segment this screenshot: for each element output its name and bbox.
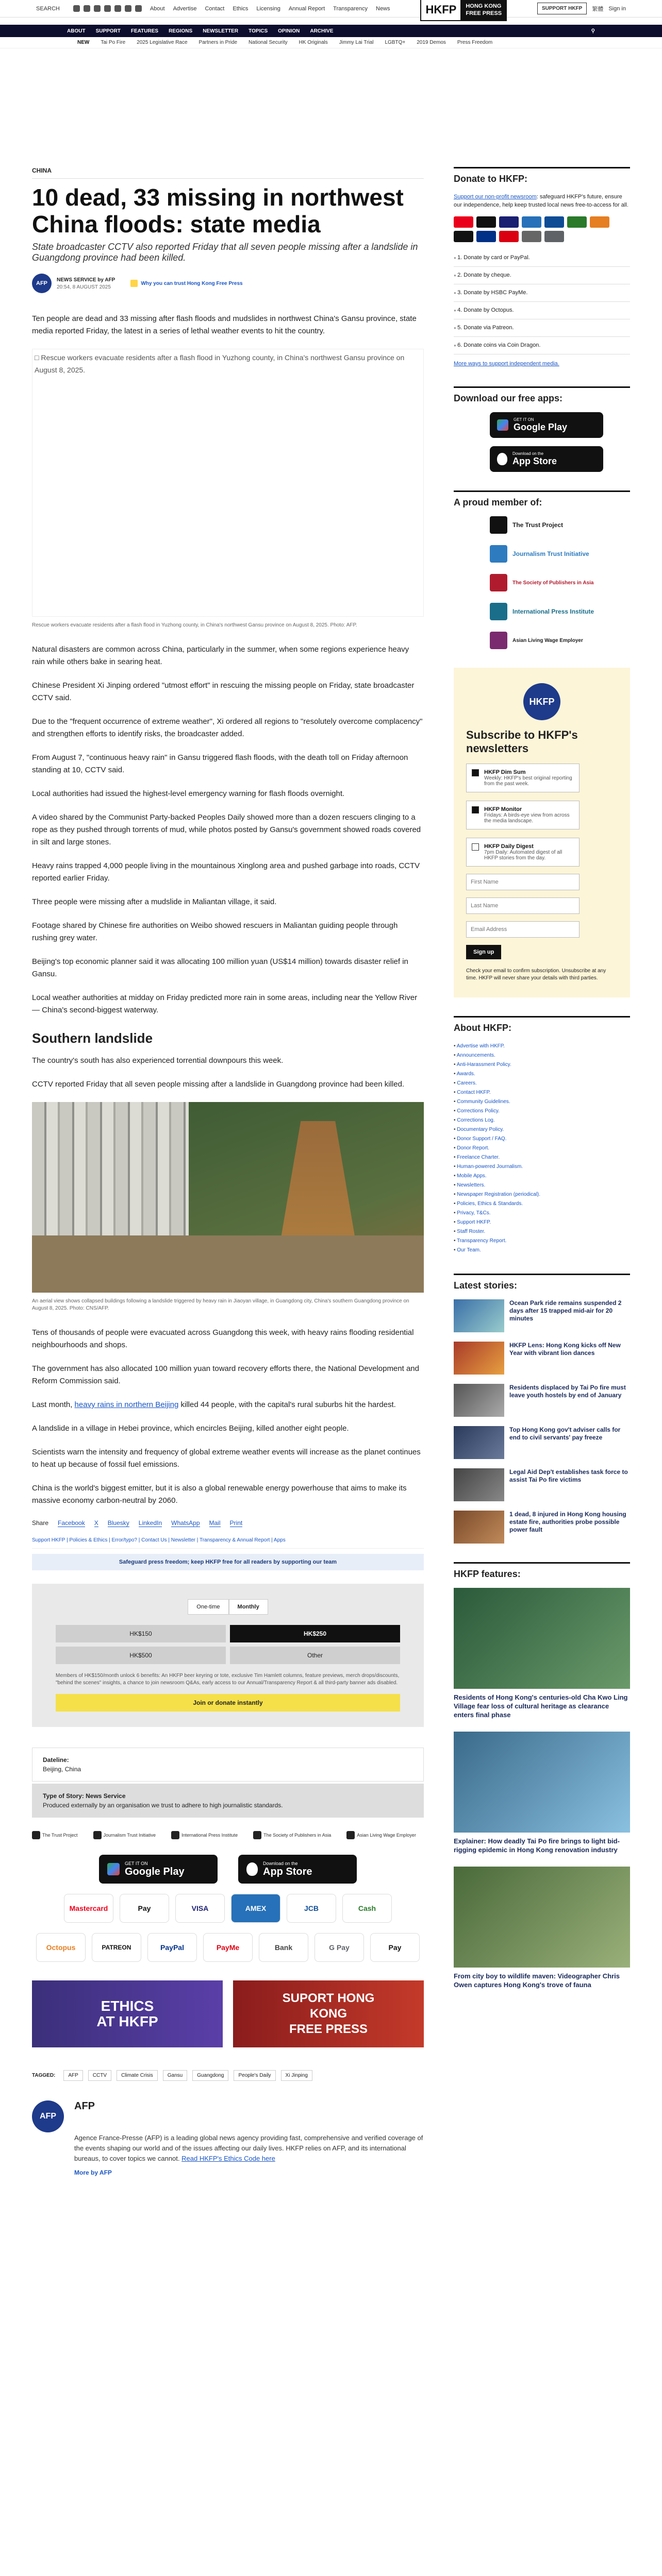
tag[interactable]: Guangdong — [192, 2070, 228, 2081]
payment-method-logo[interactable]: Bank — [259, 1933, 308, 1962]
about-link[interactable]: • Our Team. — [454, 1246, 630, 1255]
nav-newsletter[interactable]: NEWSLETTER — [203, 28, 239, 34]
about-link[interactable]: • Awards. — [454, 1070, 630, 1079]
topbar-link-contact[interactable]: Contact — [205, 5, 225, 12]
app-store-badge[interactable]: Download on the App Store — [238, 1855, 357, 1884]
payment-method-logo[interactable]: Pay — [370, 1933, 420, 1962]
payment-method-logo[interactable]: AMEX — [231, 1894, 280, 1923]
freq-one-time[interactable]: One-time — [188, 1599, 228, 1615]
newsletter-option-monitor[interactable]: HKFP Monitor Fridays: A birds-eye view from across the media landscape. — [466, 801, 580, 829]
about-link[interactable]: • Advertise with HKFP. — [454, 1042, 630, 1051]
figure-1-image: □ Rescue workers evacuate residents after a flash flood in Yuzhong county, in China's northwest Gansu province on August 8, 2025. — [32, 349, 424, 617]
newsletter-option-dim-sum[interactable]: HKFP Dim Sum Weekly: HKFP's best original reporting from the past week. — [466, 764, 580, 792]
article-paragraph: The government has also allocated 100 million yuan toward recovery efforts there, the National Development and Reform Commission said. — [32, 1364, 419, 1385]
figure-2-image — [32, 1102, 424, 1293]
about-link[interactable]: • Newsletters. — [454, 1181, 630, 1190]
latest-story[interactable]: 1 dead, 8 injured in Hong Kong housing estate fire, authorities probe possible power fault — [454, 1511, 630, 1544]
ticker-item[interactable]: National Security — [249, 40, 288, 45]
payment-method-logo[interactable]: PayMe — [203, 1933, 253, 1962]
social-icons — [73, 5, 142, 12]
feature-story[interactable]: Residents of Hong Kong's centuries-old Cha Kwo Ling Village fear loss of cultural heritage as clearance enters final phase — [454, 1588, 630, 1719]
nav-opinion[interactable]: OPINION — [278, 28, 300, 34]
topbar-link-licensing[interactable]: Licensing — [256, 5, 280, 12]
article-date: 20:54, 8 AUGUST 2025 — [57, 284, 111, 290]
sign-in-link[interactable]: Sign in — [608, 5, 626, 12]
freq-monthly[interactable]: Monthly — [229, 1599, 268, 1615]
article-paragraph: Chinese President Xi Jinping ordered "utmost effort" in rescuing the missing people on Friday, state broadcaster CCTV said. — [32, 681, 415, 702]
feature-story[interactable]: Explainer: How deadly Tai Po fire brings to light bid-rigging epidemic in Hong Kong renovation industry — [454, 1732, 630, 1854]
author-box — [32, 2100, 424, 2176]
ticker-item[interactable]: HK Originals — [299, 40, 328, 45]
story-type-box: Type of Story: News Service Produced externally by an organisation we trust to adhere to high journalistic standards. — [32, 1784, 424, 1818]
instagram-icon[interactable] — [94, 5, 101, 12]
share-linkedin[interactable]: LinkedIn — [138, 1519, 162, 1527]
apple-icon — [246, 1862, 258, 1876]
article-paragraph: Heavy rains trapped 4,000 people living in the mountainous Xinglong area and pushed garbage into roads, CCTV reported earlier Friday. — [32, 861, 420, 883]
topbar-link-advertise[interactable]: Advertise — [173, 5, 197, 12]
partner-logo[interactable]: Asian Living Wage Employer — [346, 1831, 416, 1839]
article-subtitle: State broadcaster CCTV also reported Friday that all seven people missing after a landslide in Guangdong province had been killed. — [32, 242, 418, 263]
inline-link[interactable]: heavy rains in northern Beijing — [74, 1400, 179, 1409]
support-hkfp-button[interactable]: SUPPORT HKFP — [537, 3, 587, 14]
article-paragraph: A video shared by the Communist Party-backed Peoples Daily showed more than a dozen rescuers clinging to a rope as they pushed through torrents of mud, while photos posted by Gansu's government showed roads covered in silt and large stones. — [32, 813, 421, 846]
share-facebook[interactable]: Facebook — [58, 1519, 85, 1527]
article-paragraph: Last month, heavy rains in northern Beijing killed 44 people, with the capital's rural suburbs hit the hardest. — [32, 1400, 396, 1409]
last-name-input[interactable] — [466, 897, 580, 914]
facebook-icon[interactable] — [73, 5, 80, 12]
search-link[interactable]: SEARCH — [36, 5, 60, 12]
article-paragraph: Natural disasters are common across China, particularly in the summer, when some regions experience heavy rain while others bake in searing heat. — [32, 645, 409, 666]
ethics-code-link[interactable]: Read HKFP's Ethics Code here — [181, 2155, 275, 2162]
main-nav — [0, 25, 662, 37]
article-tags: TAGGED: AFP CCTV Climate Crisis Gansu Guangdong People's Daily Xi Jinping — [32, 2070, 424, 2081]
about-link[interactable]: • Donor Report. — [454, 1144, 630, 1153]
nav-archive[interactable]: ARCHIVE — [310, 28, 334, 34]
topbar-link-about[interactable]: About — [150, 5, 165, 12]
nav-regions[interactable]: REGIONS — [169, 28, 193, 34]
payment-method-logo[interactable]: PATREON — [92, 1933, 141, 1962]
donate-option[interactable]: ● 2. Donate by cheque. — [454, 267, 630, 284]
latest-story[interactable]: Top Hong Kong gov't adviser calls for end to civil servants' pay freeze — [454, 1426, 630, 1459]
safeguard-banner[interactable]: Safeguard press freedom; keep HKFP free for all readers by supporting our team — [32, 1554, 424, 1570]
share-bluesky[interactable]: Bluesky — [107, 1519, 129, 1527]
byline — [32, 274, 424, 293]
byline-author[interactable]: NEWS SERVICE by AFP — [57, 277, 115, 283]
language-switch[interactable]: 繁體 — [592, 6, 604, 12]
sidebar — [454, 167, 630, 2176]
ticker-item[interactable]: Jimmy Lai Trial — [339, 40, 374, 45]
support-newsroom-link[interactable]: Support our non-profit newsroom — [454, 194, 537, 200]
donate-widget — [32, 1584, 424, 1727]
google-play-icon — [107, 1863, 120, 1875]
more-ways-link[interactable]: More ways to support independent media. — [454, 361, 559, 367]
newsletter-signup-button[interactable]: Sign up — [466, 945, 501, 959]
membership-panel: A proud member of: The Trust Project Journalism Trust Initiative The Society of Publishers in Asia International Press Institute Asian Living Wage Employer — [454, 490, 630, 649]
topbar-link-ethics[interactable]: Ethics — [233, 5, 249, 12]
donate-option[interactable]: ● 3. Donate by HSBC PayMe. — [454, 284, 630, 302]
x-icon[interactable] — [84, 5, 90, 12]
topbar-link-news[interactable]: News — [376, 5, 390, 12]
ticker-item[interactable]: 2025 Legislative Race — [137, 40, 188, 45]
figure-2-caption: An aerial view shows collapsed buildings following a landslide triggered by heavy rain in Jiaoyan village, in Guangdong city, China's southern Guangdong province on August 8, 2025. Photo: CNS/AFP. — [32, 1298, 409, 1311]
join-donate-button[interactable]: Join or donate instantly — [56, 1694, 400, 1711]
amount-option[interactable]: HK$500 — [56, 1647, 226, 1664]
payment-method-logo[interactable]: VISA — [175, 1894, 225, 1923]
article-paragraph: From August 7, "continuous heavy rain" in Gansu triggered flash floods, with the death toll on Friday afternoon standing at 10, CCTV said. — [32, 753, 408, 774]
telegram-icon[interactable] — [135, 5, 142, 12]
share-mail[interactable]: Mail — [209, 1519, 221, 1527]
sidebar-app-store-badge[interactable]: Download on the App Store — [490, 446, 603, 472]
tag[interactable]: CCTV — [88, 2070, 111, 2081]
article-paragraph: Three people were missing after a mudslide in Maliantan village, it said. — [32, 897, 277, 906]
member-logo[interactable]: The Society of Publishers in Asia — [490, 574, 630, 591]
article-paragraph: Footage shared by Chinese fire authorities on Weibo showed rescuers in Maliantan guiding people through rushing grey water. — [32, 921, 398, 942]
newsletter-option-daily-digest[interactable]: HKFP Daily Digest 7pm Daily: Automated digest of all HKFP stories from the day. — [466, 838, 580, 867]
tag[interactable]: People's Daily — [234, 2070, 275, 2081]
article-paragraph: Beijing's top economic planner said it was allocating 100 million yuan (US$14 million) towards disaster relief in Gansu. — [32, 957, 408, 978]
latest-stories-panel: Latest stories: Ocean Park ride remains suspended 2 days after 15 trapped mid-air for 20 minutes HKFP Lens: Hong Kong kicks off New Year with vibrant lion dances Residents displaced by Tai Po fire must leave youth hostels by end of January Top Hong Kong gov't adviser calls for end to civil servants' pay freeze Legal Aid Dep't establishes task force to assist Tai Po fire victims 1 dead, 8 injured in Hong Kong housing estate fire, authorities probe possible power fault — [454, 1274, 630, 1544]
article-category[interactable]: CHINA — [32, 167, 424, 179]
amount-option[interactable]: HK$150 — [56, 1625, 226, 1642]
article-paragraph: China is the world's biggest emitter, but it is also a global renewable energy powerhouse that aims to make its massive economy carbon-neutral by 2060. — [32, 1484, 407, 1505]
article-paragraph: CCTV reported Friday that all seven people missing after a landslide in Guangdong province had been killed. — [32, 1080, 405, 1089]
features-panel: HKFP features: Residents of Hong Kong's centuries-old Cha Kwo Ling Village fear loss of cultural heritage as clearance enters final phase Explainer: How deadly Tai Po fire brings to light bid-rigging epidemic in Hong Kong renovation industry From city boy to wildlife maven: Videographer Chris Owen captures Hong Kong's trove of fauna — [454, 1562, 630, 1989]
figure-1-caption: Rescue workers evacuate residents after a flash flood in Yuzhong county, in China's northwest Gansu province on August 8, 2025. Photo: AFP. — [32, 622, 357, 628]
about-link[interactable]: • Corrections Log. — [454, 1116, 630, 1125]
ticker-new-label: NEW — [77, 40, 90, 45]
article-paragraph: Ten people are dead and 33 missing after flash floods and mudslides in northwest China's Gansu province, state media reported Friday, the latest in a series of lethal weather events to hit the country. — [32, 314, 417, 335]
about-link[interactable]: • Support HKFP. — [454, 1218, 630, 1227]
top-bar — [0, 0, 662, 18]
partner-logos — [32, 1831, 424, 1839]
site-logo[interactable]: HKFP HONG KONG FREE PRESS — [420, 0, 507, 21]
nav-topics[interactable]: TOPICS — [249, 28, 268, 34]
article-paragraph: Tens of thousands of people were evacuated across Guangdong this week, with heavy rains flooding residential neighbourhoods and shops. — [32, 1328, 414, 1349]
nav-support[interactable]: SUPPORT — [95, 28, 121, 34]
trending-ticker — [0, 37, 662, 48]
newsletter-logo: HKFP — [523, 683, 560, 720]
about-link[interactable]: • Transparency Report. — [454, 1236, 630, 1246]
ethics-promo-banner[interactable]: ETHICS AT HKFP — [32, 1980, 223, 2047]
donate-option[interactable]: ● 6. Donate coins via Coin Dragon. — [454, 337, 630, 354]
member-logo[interactable]: Journalism Trust Initiative — [490, 545, 630, 563]
section-heading: Southern landslide — [32, 1030, 153, 1046]
share-label: Share — [32, 1519, 49, 1527]
about-link[interactable]: • Documentary Policy. — [454, 1125, 630, 1134]
share-print[interactable]: Print — [229, 1519, 243, 1527]
google-play-badge[interactable]: GET IT ON Google Play — [99, 1855, 218, 1884]
about-link[interactable]: • Corrections Policy. — [454, 1107, 630, 1116]
payment-method-logo[interactable]: Pay — [120, 1894, 169, 1923]
trust-link[interactable]: Why you can trust Hong Kong Free Press — [130, 280, 242, 287]
member-logo[interactable]: Asian Living Wage Employer — [490, 632, 630, 649]
latest-story[interactable]: Residents displaced by Tai Po fire must leave youth hostels by end of January — [454, 1384, 630, 1417]
article-paragraph: Local authorities had issued the highest-level emergency warning for flash floods overnight. — [32, 789, 345, 798]
member-benefits-note: Members of HK$150/month unlock 6 benefits: An HKFP beer keyring or tote, exclusive Tim Hamlett columns, feature previews, merch drops/discounts, "behind the scenes" insights, a chance to join newsroom Q&As, early access to our Annual/Transparency Report & all third-party banner ads disabled. — [56, 1673, 400, 1686]
partner-logo[interactable]: Journalism Trust Initiative — [93, 1831, 156, 1839]
about-link[interactable]: • Contact HKFP. — [454, 1088, 630, 1097]
about-link[interactable]: • Anti-Harassment Policy. — [454, 1060, 630, 1070]
article-paragraph: The country's south has also experienced torrential downpours this week. — [32, 1056, 284, 1065]
payment-method-logo[interactable]: JCB — [287, 1894, 336, 1923]
tag[interactable]: Xi Jinping — [281, 2070, 312, 2081]
ticker-item[interactable]: Tai Po Fire — [101, 40, 126, 45]
nav-about[interactable]: ABOUT — [67, 28, 86, 34]
trust-icon — [130, 280, 138, 287]
ticker-item[interactable]: 2019 Demos — [417, 40, 446, 45]
latest-story[interactable]: Ocean Park ride remains suspended 2 days after 15 trapped mid-air for 20 minutes — [454, 1299, 630, 1332]
tag[interactable]: Gansu — [163, 2070, 187, 2081]
about-link[interactable]: • Announcements. — [454, 1051, 630, 1060]
about-link[interactable]: • Donor Support / FAQ. — [454, 1134, 630, 1144]
newsletter-fine-print: Check your email to confirm subscription. Unsubscribe at any time. HKFP will never share your details with third parties. — [466, 968, 606, 981]
member-logo[interactable]: The Trust Project — [490, 516, 630, 534]
article-paragraph: Scientists warn the intensity and frequency of global extreme weather events will increase as the planet continues to heat up because of fossil fuel emissions. — [32, 1448, 421, 1469]
author-box-name[interactable]: AFP — [74, 2100, 95, 2112]
share-bar — [32, 1519, 424, 1527]
topbar-link-annual-report[interactable]: Annual Report — [288, 5, 325, 12]
ticker-item[interactable]: Press Freedom — [457, 40, 493, 45]
more-by-author-link[interactable]: More by AFP — [74, 2169, 112, 2176]
payment-method-logo[interactable]: Mastercard — [64, 1894, 113, 1923]
ticker-item[interactable]: Partners in Pride — [198, 40, 238, 45]
apps-panel: Download our free apps: GET IT ON Google Play Download on the App Store — [454, 386, 630, 472]
share-whatsapp[interactable]: WhatsApp — [171, 1519, 200, 1527]
newsletter-panel — [454, 668, 630, 997]
about-link[interactable]: • Policies, Ethics & Standards. — [454, 1199, 630, 1209]
amount-other[interactable]: Other — [230, 1647, 400, 1664]
partner-logo[interactable]: The Trust Project — [32, 1831, 78, 1839]
linkedin-icon[interactable] — [125, 5, 131, 12]
latest-story[interactable]: HKFP Lens: Hong Kong kicks off New Year with vibrant lion dances — [454, 1342, 630, 1375]
article-title: 10 dead, 33 missing in northwest China floods: state media — [32, 184, 404, 238]
tag[interactable]: Climate Crisis — [117, 2070, 158, 2081]
article-paragraph: Due to the "frequent occurrence of extreme weather", Xi ordered all regions to "resolutely overcome complacency" and strengthen efforts to identify risks, the broadcaster added. — [32, 717, 423, 738]
about-link[interactable]: • Community Guidelines. — [454, 1097, 630, 1107]
payment-method-logo[interactable]: G Pay — [315, 1933, 364, 1962]
about-link[interactable]: • Staff Roster. — [454, 1227, 630, 1236]
policy-links[interactable]: Support HKFP | Policies & Ethics | Error/typo? | Contact Us | Newsletter | Transparency & Annual Report | Apps — [32, 1537, 424, 1549]
author-box-avatar[interactable]: AFP — [32, 2100, 64, 2132]
first-name-input[interactable] — [466, 874, 580, 890]
payment-method-logo[interactable]: PayPal — [147, 1933, 197, 1962]
partner-logo[interactable]: International Press Institute — [171, 1831, 238, 1839]
latest-story[interactable]: Legal Aid Dep't establishes task force to assist Tai Po fire victims — [454, 1468, 630, 1501]
about-link[interactable]: • Careers. — [454, 1079, 630, 1088]
share-x[interactable]: X — [94, 1519, 98, 1527]
about-link[interactable]: • Privacy, T&Cs. — [454, 1209, 630, 1218]
nav-features[interactable]: FEATURES — [130, 28, 159, 34]
ticker-item[interactable]: LGBTQ+ — [385, 40, 406, 45]
about-panel: About HKFP: • Advertise with HKFP. • Announcements. • Anti-Harassment Policy. • Awards. • Careers. • Contact HKFP. • Community Guidelines. • Corrections Policy. • Corrections Log. • Documentary Policy. • Donor Support / FAQ. • Donor Report. • Freelance Charter. • Human-powered Journalism. • Mobile Apps. • Newsletters. • Newspaper Registration (periodical). • Policies, Ethics & Standards. • Privacy, T&Cs. • Support HKFP. • Staff Roster. • Transparency Report. • Our Team. — [454, 1016, 630, 1255]
amount-option-selected[interactable]: HK$250 — [230, 1625, 400, 1642]
support-promo-banner[interactable]: SUPORT HONG KONG FREE PRESS — [233, 1980, 424, 2047]
card-logos — [454, 216, 630, 242]
topbar-link-transparency[interactable]: Transparency — [333, 5, 368, 12]
payment-method-logo[interactable]: Cash — [342, 1894, 392, 1923]
payment-method-logo[interactable]: Octopus — [36, 1933, 86, 1962]
about-link[interactable]: • Freelance Charter. — [454, 1153, 630, 1162]
email-input[interactable] — [466, 921, 580, 938]
tag[interactable]: AFP — [63, 2070, 82, 2081]
article-paragraph: A landslide in a village in Hebei province, which encircles Beijing, killed another eight people. — [32, 1424, 349, 1433]
ad-space — [0, 48, 662, 167]
about-link[interactable]: • Human-powered Journalism. — [454, 1162, 630, 1172]
newsletter-title: Subscribe to HKFP's newsletters — [466, 728, 578, 755]
broken-image-icon: □ — [35, 353, 41, 362]
partner-logo[interactable]: The Society of Publishers in Asia — [253, 1831, 331, 1839]
member-logo[interactable]: International Press Institute — [490, 603, 630, 620]
google-play-icon — [497, 419, 508, 431]
author-bio: Agence France-Presse (AFP) is a leading global news agency providing fast, comprehensive and verified coverage of the events shaping our world and of the issues affecting our daily lives. HKFP relies on AFP, and its international bureaus, to cover topics we cannot. Read HKFP's Ethics Code here — [74, 2134, 423, 2162]
donate-panel: Donate to HKFP: Support our non-profit newsroom: safeguard HKFP's future, ensure our independence, help keep trusted local news free-to-access for all. ● 1. Donate by card or PayPal. ● 2. Donate by cheque. ● 3. Donate by HSBC PayMe. ● 4. Donate by Octopus. ● 5. Donate via Patreon. ● 6. Donate coins via Coin Dragon. More ways to support independent media. — [454, 167, 630, 368]
donate-option[interactable]: ● 1. Donate by card or PayPal. — [454, 249, 630, 267]
about-link[interactable]: • Newspaper Registration (periodical). — [454, 1190, 630, 1199]
sidebar-google-play-badge[interactable]: GET IT ON Google Play — [490, 412, 603, 438]
about-link[interactable]: • Mobile Apps. — [454, 1172, 630, 1181]
threads-icon[interactable] — [104, 5, 111, 12]
article — [32, 167, 424, 2176]
search-icon[interactable]: ⚲ — [591, 28, 595, 34]
author-avatar[interactable]: AFP — [32, 274, 52, 293]
youtube-icon[interactable] — [114, 5, 121, 12]
article-paragraph: Local weather authorities at midday on Friday predicted more rain in some areas, including near the Yellow River — China's second-biggest waterway. — [32, 993, 418, 1014]
dateline-box: Dateline: Beijing, China — [32, 1748, 424, 1782]
apple-icon — [497, 453, 507, 465]
donate-option[interactable]: ● 4. Donate by Octopus. — [454, 302, 630, 319]
donate-option[interactable]: ● 5. Donate via Patreon. — [454, 319, 630, 337]
feature-story[interactable]: From city boy to wildlife maven: Videographer Chris Owen captures Hong Kong's trove of fauna — [454, 1867, 630, 1989]
